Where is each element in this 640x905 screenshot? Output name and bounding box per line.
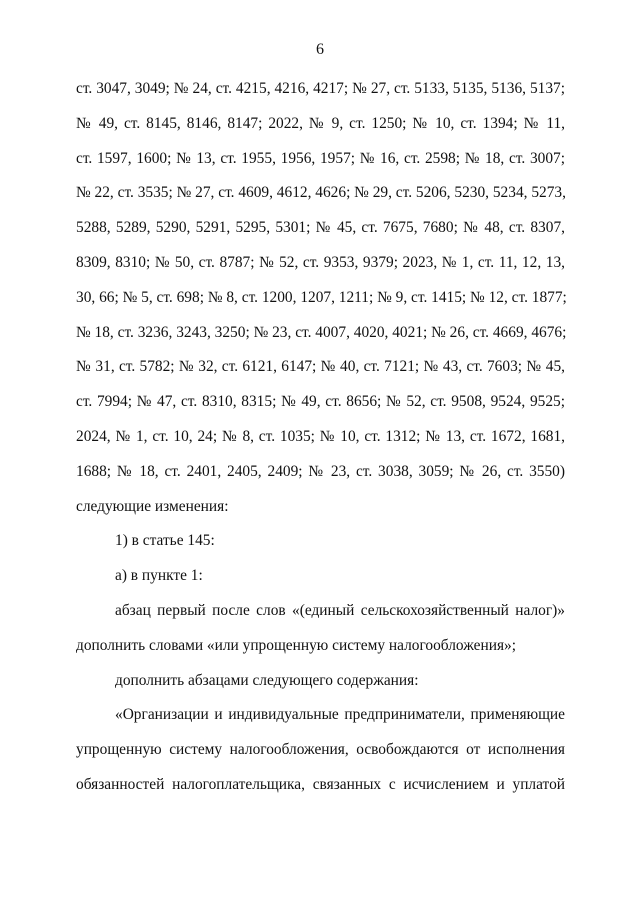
text-line: ст. 7994; № 47, ст. 8310, 8315; № 49, ст. 8656; № 52, ст. 9508, 9524, 9525; xyxy=(76,393,565,411)
text-line: 30, 66; № 5, ст. 698; № 8, ст. 1200, 1207, 1211; № 9, ст. 1415; № 12, ст. 1877; xyxy=(76,288,567,306)
text-line: а) в пункте 1: xyxy=(115,567,203,585)
text-line: 2024, № 1, ст. 10, 24; № 8, ст. 1035; № 10, ст. 1312; № 13, ст. 1672, 1681, xyxy=(76,427,565,445)
text-line: абзац первый после слов «(единый сельскохозяйственный налог)» xyxy=(115,601,565,619)
text-line: ст. 3047, 3049; № 24, ст. 4215, 4216, 4217; № 27, ст. 5133, 5135, 5136, 5137; xyxy=(76,80,565,97)
text-line: 5288, 5289, 5290, 5291, 5295, 5301; № 45, ст. 7675, 7680; № 48, ст. 8307, xyxy=(76,219,565,237)
text-line: дополнить словами «или упрощенную систему налогообложения»; xyxy=(76,636,516,654)
text-line: дополнить абзацами следующего содержания: xyxy=(115,671,419,689)
text-line: № 49, ст. 8145, 8146, 8147; 2022, № 9, ст. 1250; № 10, ст. 1394; № 11, xyxy=(76,114,565,132)
page-number: 6 xyxy=(316,41,324,58)
text-line: 8309, 8310; № 50, ст. 8787; № 52, ст. 9353, 9379; 2023, № 1, ст. 11, 12, 13, xyxy=(76,253,565,271)
text-line: № 31, ст. 5782; № 32, ст. 6121, 6147; № 40, ст. 7121; № 43, ст. 7603; № 45, xyxy=(76,358,565,376)
text-line: № 22, ст. 3535; № 27, ст. 4609, 4612, 4626; № 29, ст. 5206, 5230, 5234, 5273, xyxy=(76,184,566,202)
text-line: следующие изменения: xyxy=(76,497,229,515)
text-line: 1) в статье 145: xyxy=(115,532,215,550)
text-line: ст. 1597, 1600; № 13, ст. 1955, 1956, 1957; № 16, ст. 2598; № 18, ст. 3007; xyxy=(76,149,565,167)
text-line: «Организации и индивидуальные предприниматели, применяющие xyxy=(115,706,565,724)
text-line: № 18, ст. 3236, 3243, 3250; № 23, ст. 4007, 4020, 4021; № 26, ст. 4669, 4676; xyxy=(76,323,567,341)
text-line: 1688; № 18, ст. 2401, 2405, 2409; № 23, ст. 3038, 3059; № 26, ст. 3550) xyxy=(76,462,565,480)
text-line: упрощенную систему налогообложения, освобождаются от исполнения xyxy=(76,741,565,759)
document-body xyxy=(76,78,565,809)
text-line: обязанностей налогоплательщика, связанных с исчислением и уплатой xyxy=(76,775,565,793)
